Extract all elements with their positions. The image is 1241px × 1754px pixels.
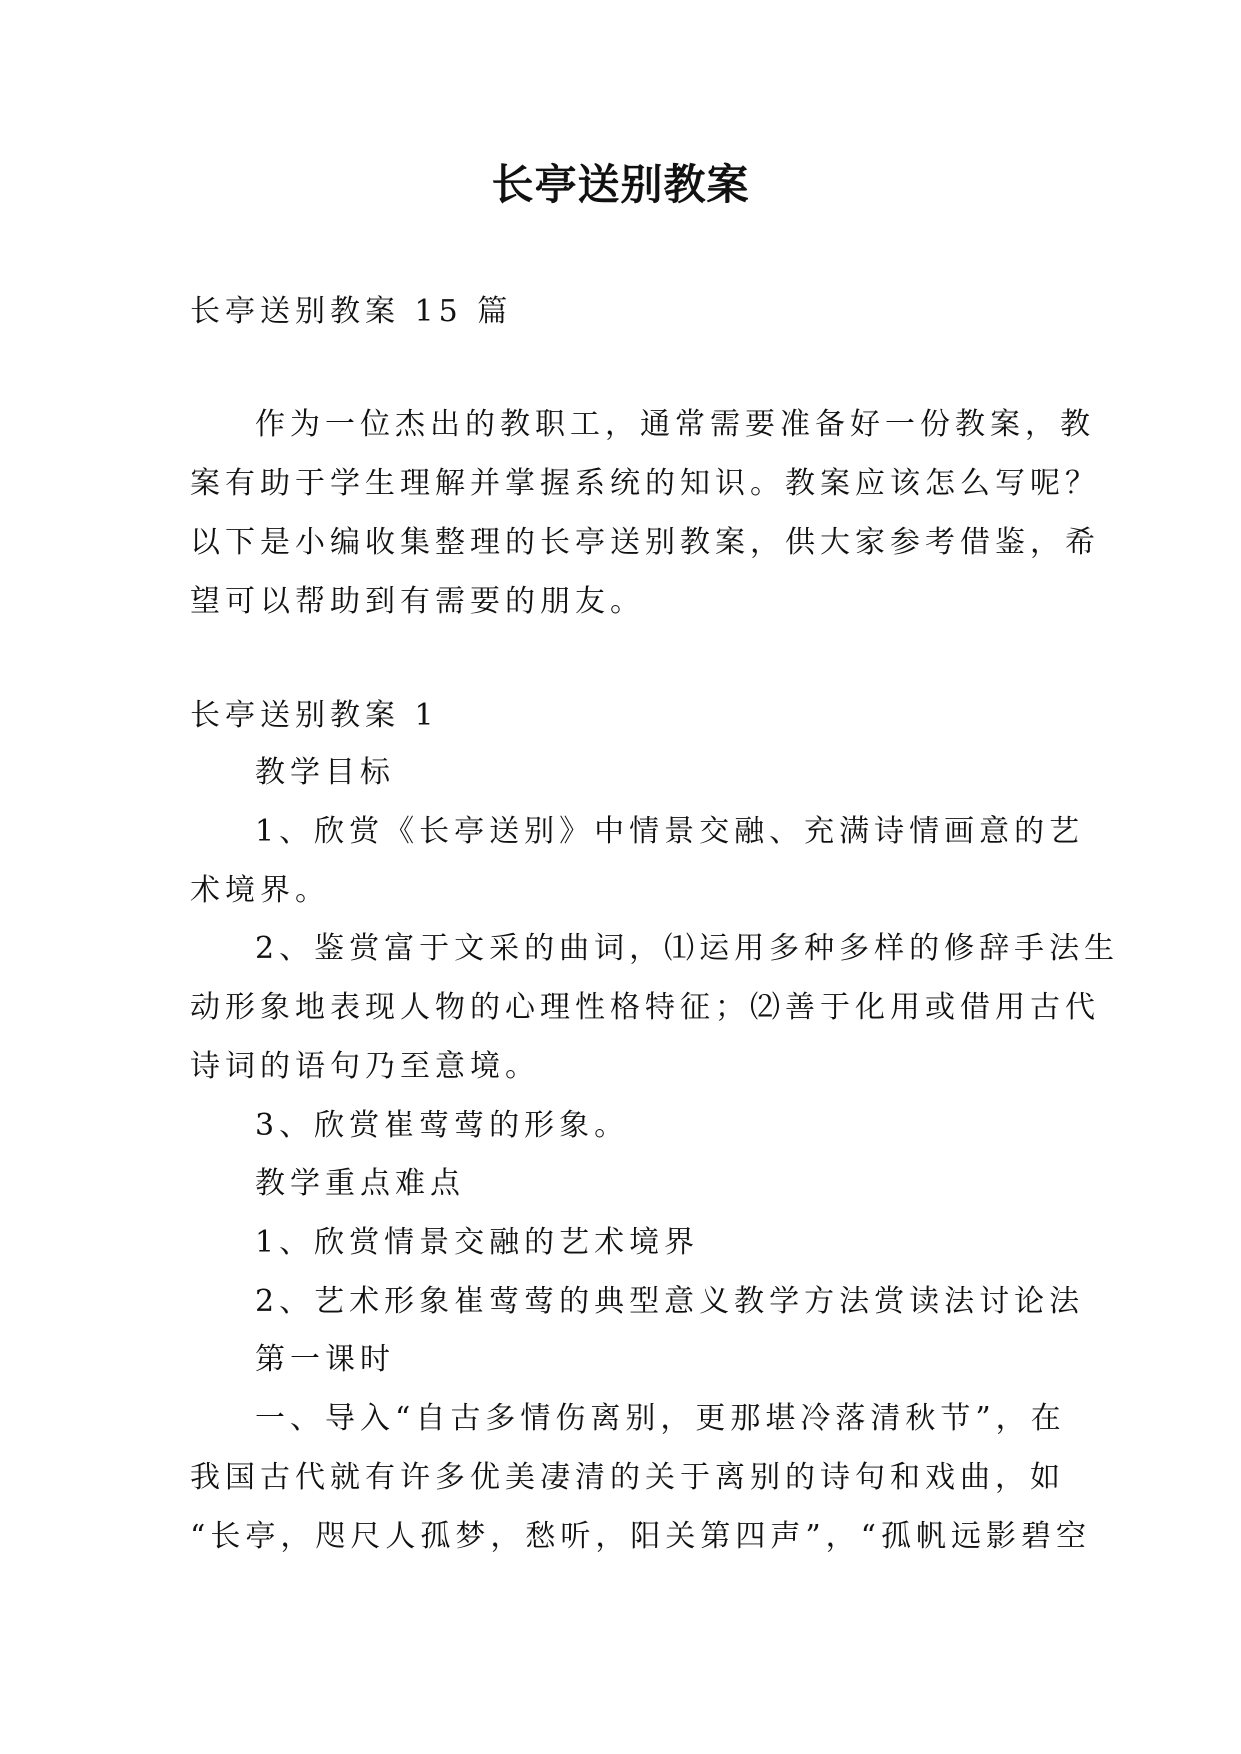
body-line-14: “长亭，咫尺人孤梦，愁听，阳关第四声”，“孤帆远影碧空	[190, 1519, 1092, 1554]
body-line-13: 我国古代就有许多优美凄清的关于离别的诗句和戏曲，如	[190, 1460, 1065, 1495]
intro-line-3: 以下是小编收集整理的长亭送别教案，供大家参考借鉴，希	[190, 525, 1100, 560]
body-line-1: 教学目标	[255, 755, 395, 790]
body-line-7: 3、欣赏崔莺莺的形象。	[255, 1108, 630, 1143]
body-line-6: 诗词的语句乃至意境。	[190, 1049, 540, 1084]
document-subtitle: 长亭送别教案 15 篇	[190, 294, 513, 329]
body-line-11: 第一课时	[255, 1342, 395, 1377]
body-line-9: 1、欣赏情景交融的艺术境界	[255, 1225, 700, 1260]
body-line-4: 2、鉴赏富于文采的曲词，⑴运用多种多样的修辞手法生	[255, 931, 1120, 966]
body-line-3: 术境界。	[190, 873, 330, 908]
intro-line-2: 案有助于学生理解并掌握系统的知识。教案应该怎么写呢？	[190, 466, 1100, 501]
document-title: 长亭送别教案	[491, 160, 750, 209]
body-line-5: 动形象地表现人物的心理性格特征；⑵善于化用或借用古代	[190, 990, 1100, 1025]
intro-line-1: 作为一位杰出的教职工，通常需要准备好一份教案，教	[255, 407, 1095, 442]
section-title: 长亭送别教案 1	[190, 698, 439, 733]
body-line-8: 教学重点难点	[255, 1166, 465, 1201]
intro-line-4: 望可以帮助到有需要的朋友。	[190, 584, 645, 619]
body-line-12: 一、导入“自古多情伤离别，更那堪冷落清秋节”，在	[255, 1401, 1066, 1436]
body-line-2: 1、欣赏《长亭送别》中情景交融、充满诗情画意的艺	[255, 814, 1085, 849]
body-line-10: 2、艺术形象崔莺莺的典型意义教学方法赏读法讨论法	[255, 1284, 1085, 1319]
